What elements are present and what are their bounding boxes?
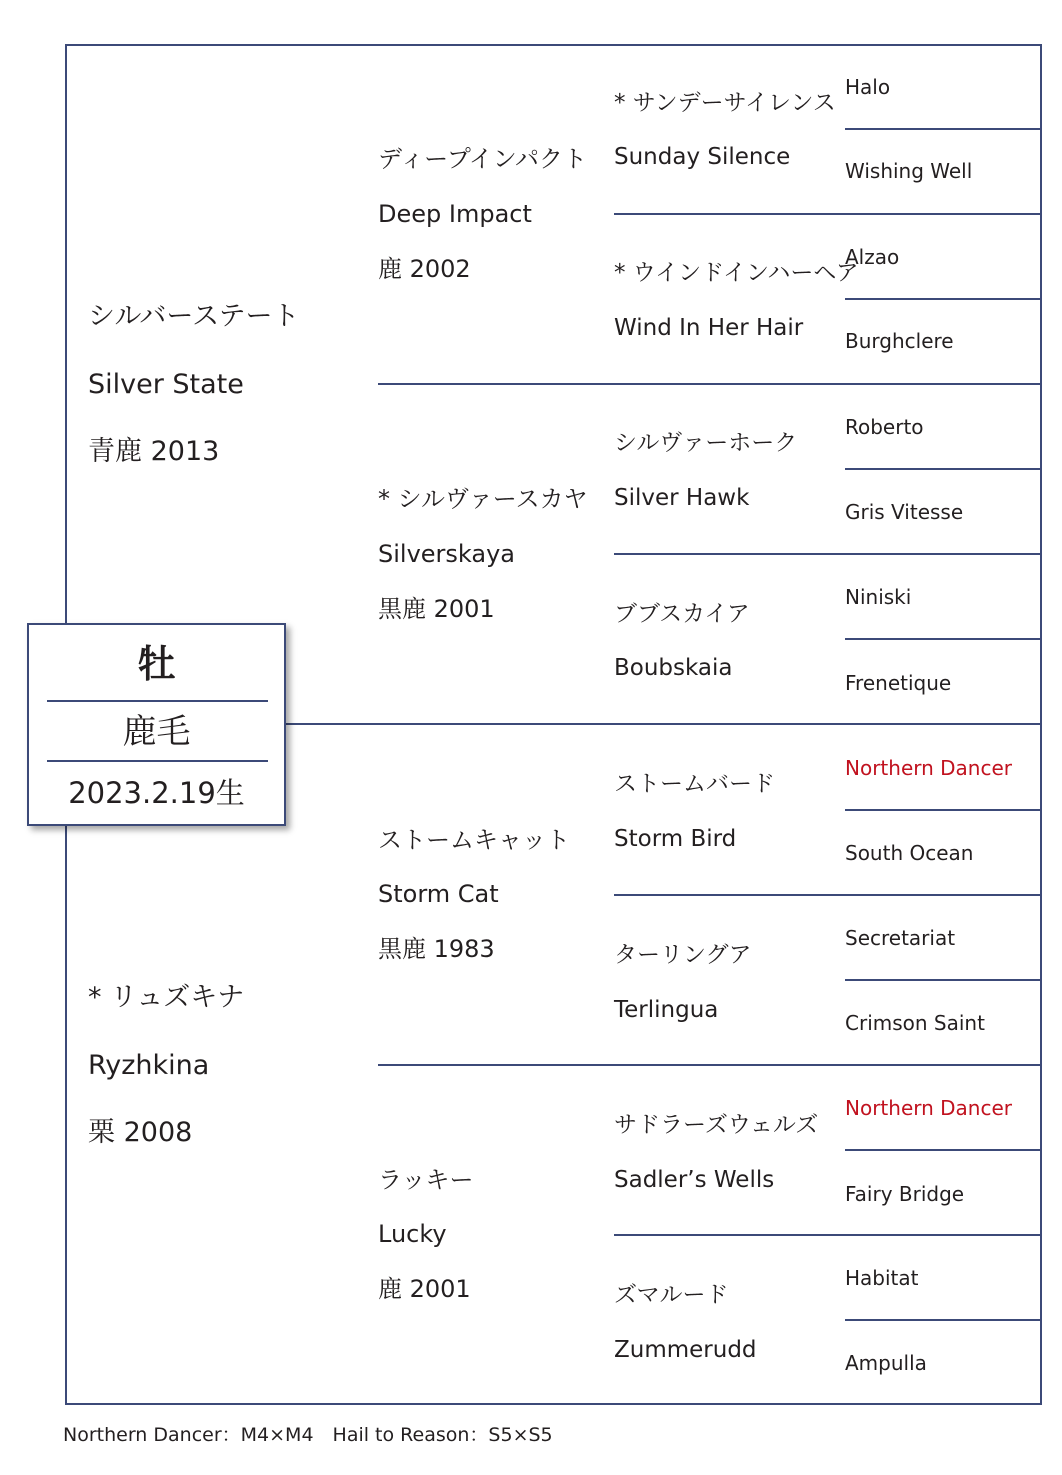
dam-name-en: Ryzhkina	[88, 1050, 210, 1081]
g4-ancestor: Alzao	[845, 245, 900, 269]
g4-ancestor: Crimson Saint	[845, 1011, 985, 1035]
dss-name-jp: ストームバード	[614, 771, 775, 797]
ss-info: 鹿 2002	[378, 255, 471, 283]
horse-color: 鹿毛	[122, 712, 191, 752]
gen2-divider-dam	[378, 1064, 1042, 1066]
sss-name-en: Sunday Silence	[614, 144, 791, 170]
g4-ancestor: Wishing Well	[845, 159, 973, 183]
gen4-divider	[845, 809, 1042, 811]
dd-info: 鹿 2001	[378, 1275, 471, 1303]
g4-ancestor: Secretariat	[845, 926, 956, 950]
g4-ancestor: Niniski	[845, 585, 912, 609]
sds-name-en: Silver Hawk	[614, 485, 750, 511]
dss-name-en: Storm Bird	[614, 826, 737, 852]
sdd-name-jp: ブブスカイア	[614, 601, 750, 627]
g4-ancestor: Habitat	[845, 1266, 919, 1290]
g4-ancestor-inbred: Northern Dancer	[845, 1096, 1013, 1120]
ss-name-jp: ディープインパクト	[378, 145, 588, 173]
g4-ancestor: Ampulla	[845, 1351, 927, 1375]
sire-name-en: Silver State	[88, 369, 244, 400]
g4-ancestor: Halo	[845, 75, 891, 99]
sds-name-jp: シルヴァーホーク	[614, 430, 798, 456]
g4-ancestor: Frenetique	[845, 671, 952, 695]
gen4-divider	[845, 1319, 1042, 1321]
gen3-divider	[614, 1234, 1042, 1236]
inbreeding-note: Northern Dancer：M4×M4 Hail to Reason：S5×S5	[63, 1424, 553, 1446]
box-divider	[47, 700, 268, 702]
g4-ancestor: Roberto	[845, 415, 924, 439]
gen3-divider	[614, 553, 1042, 555]
gen4-divider	[845, 638, 1042, 640]
ddd-name-jp: ズマルード	[614, 1282, 729, 1308]
gen4-divider	[845, 979, 1042, 981]
gen1-divider	[286, 723, 1042, 725]
sire-name-jp: シルバーステート	[88, 301, 300, 332]
sd-name-jp: * シルヴァースカヤ	[378, 485, 588, 513]
g4-ancestor: Burghclere	[845, 329, 954, 353]
ddd-name-en: Zummerudd	[614, 1337, 757, 1363]
g4-ancestor: Fairy Bridge	[845, 1182, 965, 1206]
ds-info: 黒鹿 1983	[378, 935, 495, 963]
ss-name-en: Deep Impact	[378, 200, 532, 228]
sss-name-jp: * サンデーサイレンス	[614, 90, 836, 116]
horse-sex: 牡	[137, 642, 176, 686]
gen3-divider	[614, 213, 1042, 215]
gen4-divider	[845, 1149, 1042, 1151]
sd-info: 黒鹿 2001	[378, 595, 495, 623]
sdd-name-en: Boubskaia	[614, 655, 733, 681]
ssd-name-jp: * ウインドインハーヘア	[614, 260, 859, 286]
horse-birth: 2023.2.19生	[68, 776, 245, 810]
gen2-divider-sire	[378, 383, 1042, 385]
g4-ancestor: Gris Vitesse	[845, 500, 964, 524]
gen4-divider	[845, 128, 1042, 130]
dds-name-jp: サドラーズウェルズ	[614, 1112, 819, 1138]
gen4-divider	[845, 298, 1042, 300]
dds-name-en: Sadler’s Wells	[614, 1167, 775, 1193]
sire-info: 青鹿 2013	[88, 436, 220, 467]
g4-ancestor: South Ocean	[845, 841, 974, 865]
sd-name-en: Silverskaya	[378, 540, 516, 568]
ds-name-en: Storm Cat	[378, 880, 499, 908]
dsd-name-en: Terlingua	[614, 997, 719, 1023]
dam-name-jp: * リュズキナ	[88, 982, 245, 1013]
dam-info: 栗 2008	[88, 1117, 193, 1148]
gen3-divider	[614, 894, 1042, 896]
gen4-divider	[845, 468, 1042, 470]
dd-name-en: Lucky	[378, 1220, 447, 1248]
horse-info-box	[27, 623, 286, 826]
dd-name-jp: ラッキー	[378, 1166, 474, 1194]
ssd-name-en: Wind In Her Hair	[614, 315, 804, 341]
ds-name-jp: ストームキャット	[378, 826, 570, 854]
g4-ancestor-inbred: Northern Dancer	[845, 756, 1013, 780]
dsd-name-jp: ターリングア	[614, 942, 752, 968]
box-divider	[47, 760, 268, 762]
